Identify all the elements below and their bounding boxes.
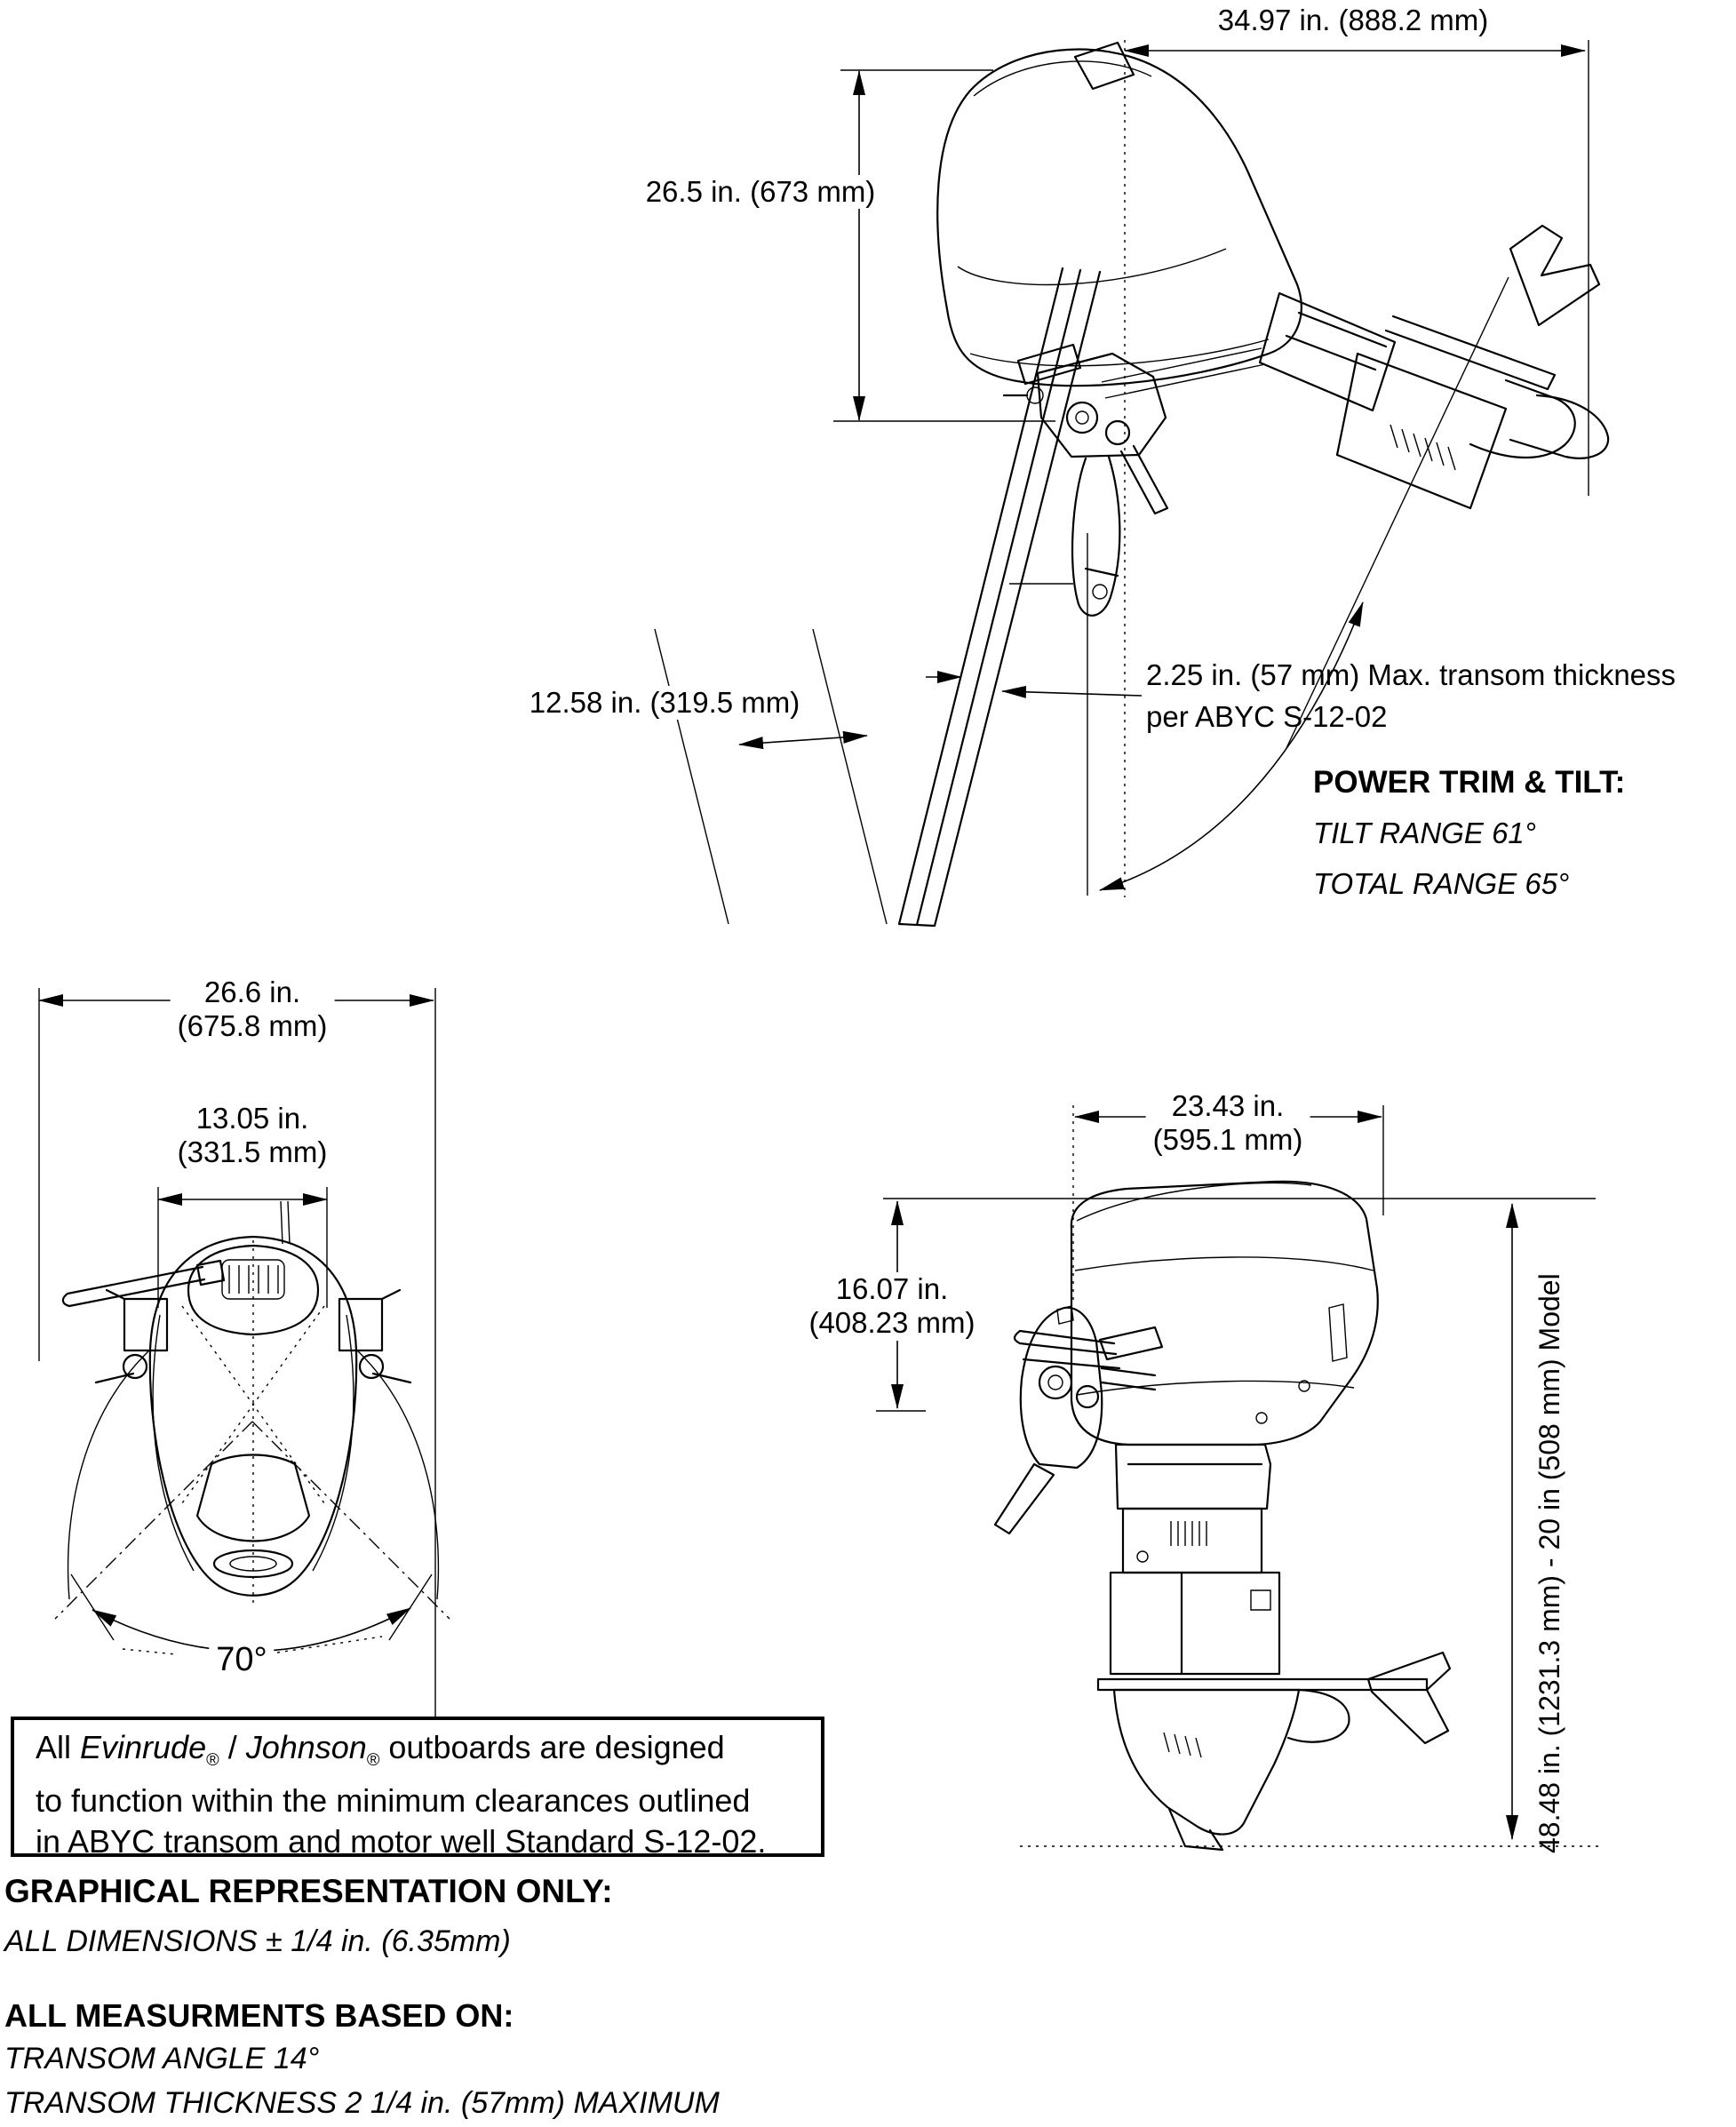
cowl-height-label: 26.5 in. (673 mm)	[639, 175, 883, 209]
tilt-clearance-label: 12.58 in. (319.5 mm)	[522, 686, 807, 720]
side-view-dimensions	[876, 1105, 1599, 1846]
clamp-bracket-left	[124, 1299, 167, 1350]
power-trim-tilt-title: POWER TRIM & TILT:	[1313, 765, 1626, 800]
clamp-handle-right	[373, 1290, 410, 1382]
skeg	[1169, 1809, 1222, 1850]
tilted-midsection	[1260, 293, 1395, 410]
top-view-drawing	[63, 1201, 439, 1603]
tilted-intake-grille	[1390, 425, 1455, 470]
trim-tab-fin	[1368, 1653, 1450, 1743]
steering-envelope-left	[68, 1350, 149, 1599]
beam-width-label	[171, 976, 335, 1044]
dimension-tolerance-note: ALL DIMENSIONS ± 1/4 in. (6.35mm)	[4, 1924, 511, 1958]
clearance-notice-box	[11, 1717, 824, 1860]
ext-clearance-left	[655, 629, 729, 924]
transom-thickness-note	[1146, 654, 1676, 737]
inner-width-mm: (331.5 mm)	[177, 1135, 328, 1169]
measurements-based-title: ALL MEASURMENTS BASED ON:	[4, 1997, 514, 2034]
side-gearcase-bullet	[1114, 1690, 1299, 1835]
side-cowl-seams	[1075, 1257, 1374, 1395]
mid-grille	[1171, 1521, 1206, 1546]
trim-pivot	[1106, 421, 1129, 444]
clamp-handle-left	[96, 1290, 133, 1382]
steering-link-rods	[1102, 348, 1265, 398]
transom-height-in: 16.07 in.	[835, 1272, 949, 1305]
graphical-representation-title: GRAPHICAL REPRESENTATION ONLY:	[4, 1873, 613, 1909]
arc-end-ticks	[71, 1574, 432, 1640]
side-gearcase-upper	[1111, 1573, 1279, 1674]
clamp-screw	[1027, 387, 1043, 403]
registered-mark-icon: ®	[366, 1750, 380, 1771]
antiventilation-plate	[1098, 1679, 1427, 1690]
brand-evinrude: Evinrude	[80, 1729, 207, 1765]
transom-thickness-max-note: TRANSOM THICKNESS 2 1/4 in. (57mm) MAXIMUM	[4, 2086, 720, 2120]
steering-envelope-right	[357, 1350, 438, 1599]
antenna-stick	[281, 1201, 290, 1244]
beam-width-in: 26.6 in.	[203, 976, 301, 1008]
dim-clearance-line	[739, 736, 867, 745]
total-range-text: TOTAL RANGE 65°	[1313, 867, 1570, 900]
top-view-dimensions	[39, 988, 450, 1717]
transom-angle-note: TRANSOM ANGLE 14°	[4, 2042, 320, 2075]
notice-line1-suffix: outboards are designed	[379, 1729, 725, 1765]
overall-height-label: 48.48 in. (1231.3 mm) - 20 in (508 mm) Model	[1533, 1273, 1565, 1853]
side-motor-drawing	[995, 1182, 1450, 1850]
overall-width-label: 34.97 in. (888.2 mm)	[1217, 4, 1489, 36]
inner-width-label	[171, 1102, 335, 1170]
tilted-prop-torpedo	[1470, 380, 1575, 458]
cowl-latch-2	[1256, 1413, 1267, 1423]
mid-bolt	[1137, 1551, 1148, 1562]
clamp-bracket-right	[339, 1299, 382, 1350]
registered-mark-icon: ®	[206, 1750, 219, 1771]
side-width-label	[1146, 1089, 1310, 1158]
bracket-bolt	[1093, 585, 1107, 599]
transom-board	[899, 268, 1100, 926]
steering-arm	[1100, 1327, 1162, 1390]
notice-line1-mid: /	[219, 1729, 246, 1765]
tilt-tube-outer	[1039, 1366, 1071, 1398]
side-width-mm: (595.1 mm)	[1152, 1123, 1303, 1157]
tilt-range-text: TILT RANGE 61°	[1313, 817, 1536, 849]
stern-bracket-blade	[995, 1464, 1054, 1534]
top-cross-dashes	[179, 1306, 327, 1507]
tilted-antivent-plates	[1386, 316, 1555, 389]
steering-angle-label: 70°	[209, 1640, 274, 1679]
side-width-in: 23.43 in.	[1171, 1089, 1285, 1122]
notice-line1-prefix: All	[36, 1729, 81, 1765]
steering-radials	[55, 1422, 450, 1619]
lower-bracket-arm	[1072, 457, 1119, 616]
side-cowl-outline	[1071, 1182, 1378, 1445]
tilted-gearcase	[1337, 354, 1506, 508]
tilted-cowl-seams	[958, 61, 1269, 366]
transom-height-mm: (408.23 mm)	[808, 1306, 976, 1340]
tilted-cowl-outline	[937, 49, 1302, 386]
transom-height-label	[801, 1272, 982, 1341]
tilted-stern-fin	[1510, 226, 1599, 325]
transom-thickness-line1: 2.25 in. (57 mm) Max. transom thickness	[1146, 658, 1676, 691]
transom-thickness-line2: per ABYC S-12-02	[1146, 700, 1388, 733]
swivel-pivot-inner	[1076, 411, 1088, 424]
side-midsection-upper	[1116, 1445, 1270, 1509]
notice-line2: to function within the minimum clearances outlined	[36, 1782, 751, 1820]
beam-width-mm: (675.8 mm)	[177, 1009, 328, 1043]
water-intake-grille	[1164, 1733, 1201, 1757]
ext-clearance-right	[813, 629, 887, 924]
leader-transom-thickness	[1002, 691, 1142, 696]
inner-width-in: 13.05 in.	[195, 1102, 309, 1135]
power-trim-tilt-block	[1313, 757, 1625, 909]
trim-cylinder-eye	[1077, 1386, 1098, 1407]
tilt-tube-inner	[1048, 1375, 1063, 1390]
side-cowl-top-edge	[1077, 1183, 1311, 1221]
gearcase-tab	[1251, 1590, 1270, 1610]
brand-johnson: Johnson	[245, 1729, 367, 1765]
notice-line1	[36, 1727, 812, 1780]
swivel-pivot-outer	[1067, 402, 1097, 433]
notice-line3: in ABYC transom and motor well Standard S-12-02.	[36, 1823, 767, 1860]
